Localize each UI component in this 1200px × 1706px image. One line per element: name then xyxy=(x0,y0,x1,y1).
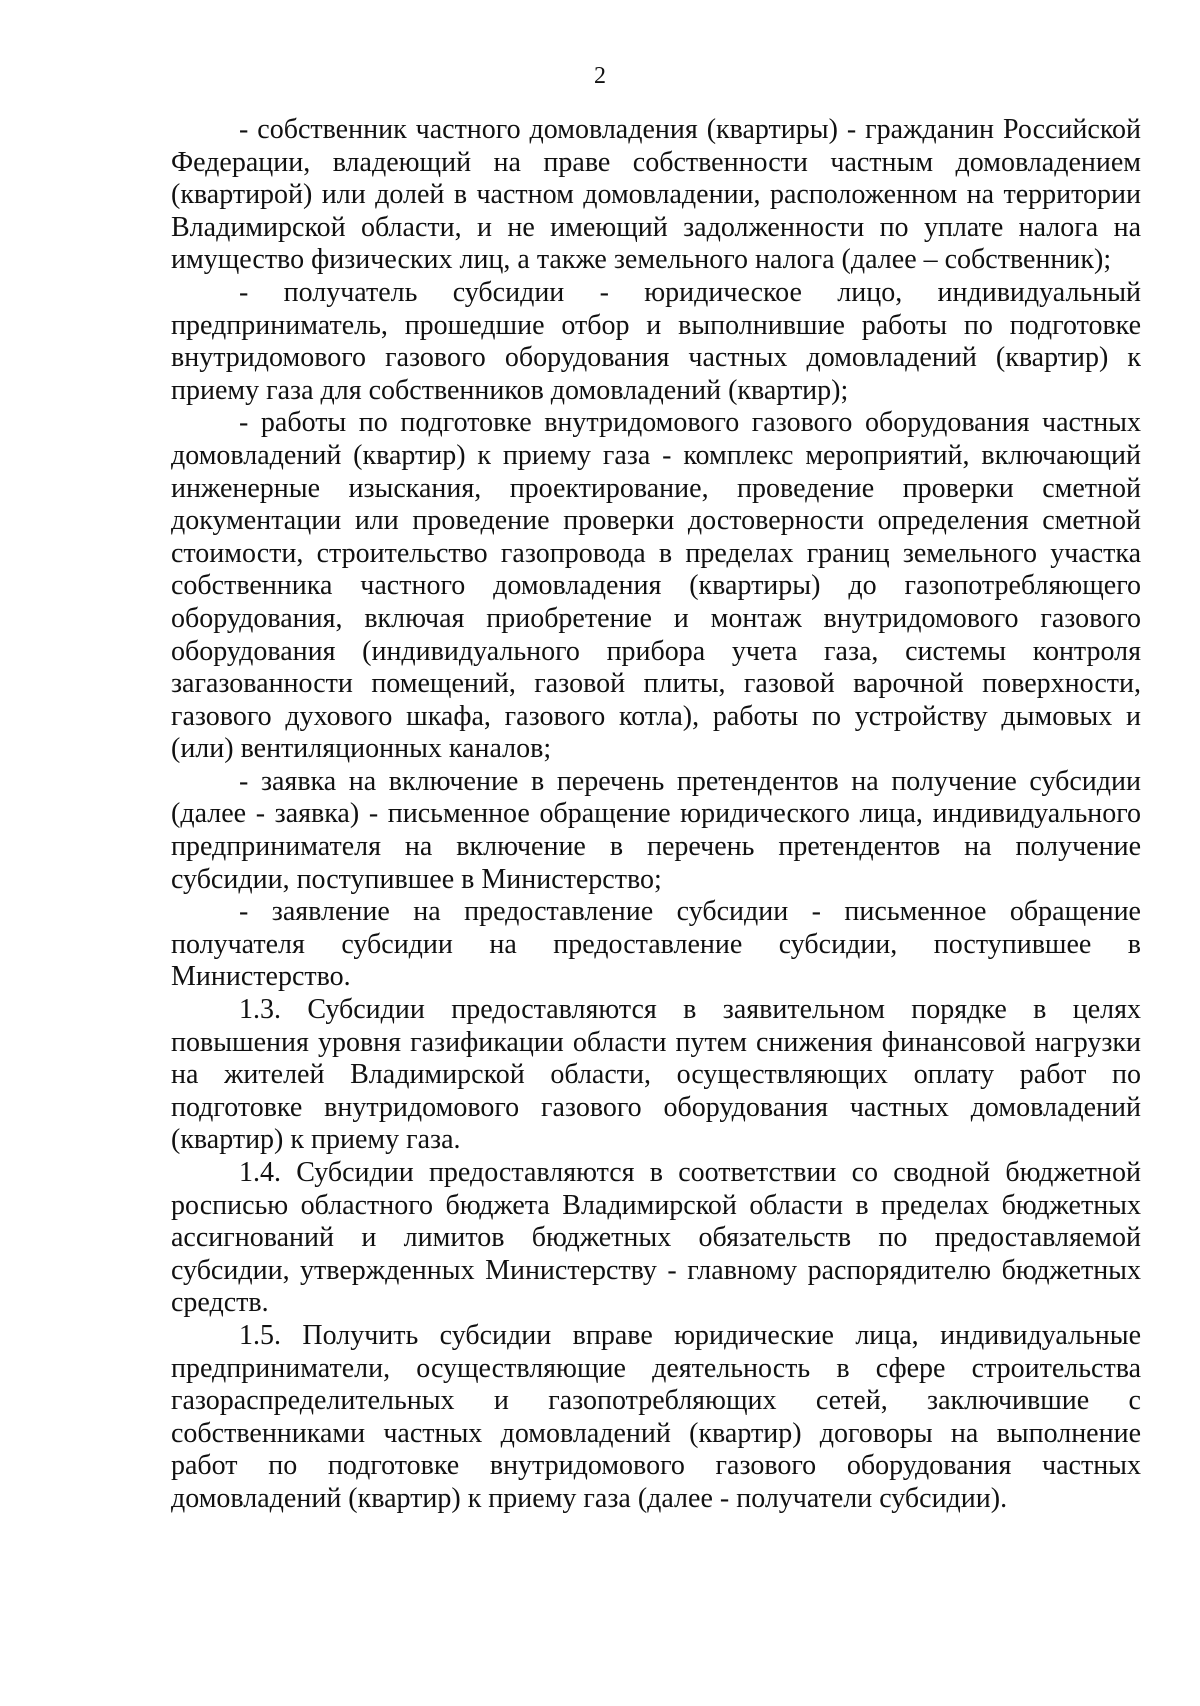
clause-1-5: 1.5. Получить субсидии вправе юридические лица, индивидуальные предприниматели, осуществляющие деятельность в сфере строительства газораспределительных и газопотребляющих сетей, заключившие с собственниками частных домовладений (квартир) договоры на выполнение работ по подготовке внутридомового газового оборудования частных домовладений (квартир) к приему газа (далее - получатели субсидии). xyxy=(171,1319,1141,1514)
document-body xyxy=(171,114,1141,1516)
clause-1-4: 1.4. Субсидии предоставляются в соответствии со сводной бюджетной росписью областного бюджета Владимирской области в пределах бюджетных ассигнований и лимитов бюджетных обязательств по предоставляемой субсидии, утвержденных Министерству - главному распорядителю бюджетных средств. xyxy=(171,1157,1141,1319)
definition-owner: - собственник частного домовладения (квартиры) - гражданин Российской Федерации, владеющий на праве собственности частным домовладением (квартирой) или долей в частном домовладении, расположенном на территории Владимирской области, и не имеющий задолженности по уплате налога на имущество физических лиц, а также земельного налога (далее – собственник); xyxy=(171,114,1141,276)
page-number: 2 xyxy=(594,63,606,89)
definition-subsidy-recipient: - получатель субсидии - юридическое лицо, индивидуальный предприниматель, прошедшие отбор и выполнившие работы по подготовке внутридомового газового оборудования частных домовладений (квартир) к приему газа для собственников домовладений (квартир); xyxy=(171,276,1141,406)
definition-works: - работы по подготовке внутридомового газового оборудования частных домовладений (квартир) к приему газа - комплекс мероприятий, включающий инженерные изыскания, проектирование, проведение проверки сметной документации или проведение проверки достоверности определения сметной стоимости, строительство газопровода в пределах границ земельного участка собственника частного домовладения (квартиры) до газопотребляющего оборудования, включая приобретение и монтаж внутридомового газового оборудования (индивидуального прибора учета газа, системы контроля загазованности помещений, газовой плиты, газовой варочной поверхности, газового духового шкафа, газового котла), работы по устройству дымовых и (или) вентиляционных каналов; xyxy=(171,407,1141,765)
definition-application: - заявка на включение в перечень претендентов на получение субсидии (далее - заявка) - письменное обращение юридического лица, индивидуального предпринимателя на включение в перечень претендентов на получение субсидии, поступившее в Министерство; xyxy=(171,765,1141,895)
definition-statement: - заявление на предоставление субсидии - письменное обращение получателя субсидии на предоставление субсидии, поступившее в Министерство. xyxy=(171,896,1141,993)
clause-1-3: 1.3. Субсидии предоставляются в заявительном порядке в целях повышения уровня газификации области путем снижения финансовой нагрузки на жителей Владимирской области, осуществляющих оплату работ по подготовке внутридомового газового оборудования частных домовладений (квартир) к приему газа. xyxy=(171,994,1141,1156)
